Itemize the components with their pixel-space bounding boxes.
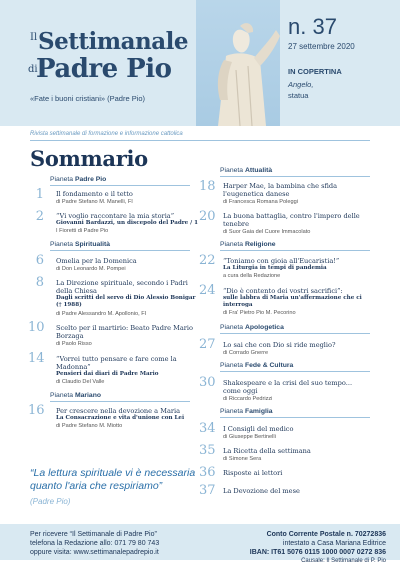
article-title[interactable]: “Dio è contento dei vostri sacrifici”: xyxy=(223,287,343,295)
page-number: 20 xyxy=(199,209,216,224)
article-author: di Suor Gaia del Cuore Immacolato xyxy=(223,229,311,235)
article-author: di Padre Alessandro M. Apollonio, FI xyxy=(56,311,147,317)
page-number: 1 xyxy=(35,187,44,202)
article-author: di Padre Stefano M. Miotto xyxy=(56,423,123,429)
page-number: 10 xyxy=(28,320,45,335)
divider xyxy=(220,417,370,418)
article-author: di Paolo Risso xyxy=(56,341,92,347)
article-subtitle: Giovanni Bardazzi, un discepolo del Padre / 1 xyxy=(56,220,199,226)
page-number: 35 xyxy=(199,443,216,458)
logo-di: di xyxy=(28,64,38,75)
page-number: 16 xyxy=(28,403,45,418)
article-author: a cura della Redazione xyxy=(223,273,281,279)
cover-statue-image xyxy=(196,0,280,126)
logo-il: Il xyxy=(30,32,38,43)
article-title[interactable]: “Vorrei tutto pensare e fare come la Madonna” xyxy=(56,355,177,371)
article-title[interactable]: Per crescere nella devozione a Maria xyxy=(56,407,181,415)
page-number: 18 xyxy=(199,179,216,194)
subscription-info: Per ricevere “Il Settimanale di Padre Pio” telefona la Redazione allo: 071 79 80 743 oppure visita: www.settimanalepadrepio.it xyxy=(30,531,160,556)
article-title[interactable]: Risposte ai lettori xyxy=(223,469,283,477)
page-number: 27 xyxy=(199,337,216,352)
article-author: di Fra' Pietro Pio M. Pecorino xyxy=(223,310,296,316)
issue-date: 27 settembre 2020 xyxy=(288,42,355,51)
article-title[interactable]: “Toniamo con gioia all'Eucaristia!” xyxy=(223,257,340,265)
logo-settimanale: Settimanale xyxy=(38,28,188,55)
page-number: 6 xyxy=(35,253,44,268)
divider xyxy=(50,401,190,402)
section-heading: Pianeta Fede & Cultura xyxy=(220,362,294,369)
tagline: «Fate i buoni cristiani» (Padre Pio) xyxy=(30,94,146,103)
footer-bar xyxy=(0,524,400,564)
article-title[interactable]: Lo sai che con Dio si ride meglio? xyxy=(223,341,336,349)
padre-pio-quote: “La lettura spirituale vi è necessaria quanto l'aria che respiriamo” xyxy=(30,467,196,492)
issue-number: n. 37 xyxy=(288,14,337,39)
article-subtitle: Dagli scritti del servo di Dio Alessio Bonigar († 1988) xyxy=(56,295,196,308)
cover-label: IN COPERTINA xyxy=(288,67,342,76)
article-author: di Simone Sera xyxy=(223,456,262,462)
cover-subtitle: statua xyxy=(288,91,309,100)
article-author: di Corrado Gnerre xyxy=(223,350,269,356)
page-number: 14 xyxy=(28,351,45,366)
cover-title: Angelo, xyxy=(288,80,314,89)
article-author: I Fioretti di Padre Pio xyxy=(56,228,109,234)
section-heading: Pianeta Attualità xyxy=(220,167,273,174)
article-title[interactable]: Il fondamento e il tetto xyxy=(56,190,133,198)
divider xyxy=(30,140,370,141)
divider xyxy=(220,250,370,251)
section-heading: Pianeta Padre Pio xyxy=(50,176,107,183)
page-number: 22 xyxy=(199,253,216,268)
article-author: di Giuseppe Bertinelli xyxy=(223,434,276,440)
divider xyxy=(220,333,370,334)
page-number: 36 xyxy=(199,465,216,480)
page-number: 2 xyxy=(35,209,44,224)
article-subtitle: sulle labbra di Maria un'affermazione che ci interroga xyxy=(223,295,362,308)
page-number: 24 xyxy=(199,283,216,298)
article-author: di Francesca Romana Poleggi xyxy=(223,199,298,205)
article-title[interactable]: La buona battaglia, contro l'impero delle tenebre xyxy=(223,212,360,228)
article-author: di Riccardo Pedrizzi xyxy=(223,396,273,402)
issue-info xyxy=(282,0,400,126)
page-number: 8 xyxy=(35,275,44,290)
page-number: 37 xyxy=(199,483,216,498)
page-title: Sommario xyxy=(30,146,148,171)
article-title[interactable]: Harper Mae, la bambina che sfida l'eugenetica danese xyxy=(223,182,337,198)
website-link[interactable]: oppure visita: www.settimanalepadrepio.it xyxy=(30,549,159,556)
section-heading: Pianeta Apologetica xyxy=(220,324,284,331)
article-title[interactable]: La Direzione spirituale, secondo i Padri della Chiesa xyxy=(56,279,188,295)
divider xyxy=(220,371,370,372)
page-number: 34 xyxy=(199,421,216,436)
article-title[interactable]: La Devozione del mese xyxy=(223,487,300,495)
quote-source: (Padre Pio) xyxy=(30,497,71,506)
section-heading: Pianeta Mariano xyxy=(50,392,102,399)
article-subtitle: La Liturgia in tempi di pandemia xyxy=(223,265,327,271)
article-author: di Claudio Del Valle xyxy=(56,379,105,385)
article-subtitle: La Consacrazione e vita d'unione con Lei xyxy=(56,415,185,421)
divider xyxy=(50,250,190,251)
divider xyxy=(50,185,190,186)
section-heading: Pianeta Famiglia xyxy=(220,408,273,415)
logo-padre-pio: Padre Pio xyxy=(36,54,172,84)
article-title[interactable]: Scelto per il martirio: Beato Padre Mario Borzaga xyxy=(56,324,194,340)
article-author: di Padre Stefano M. Manelli, FI xyxy=(56,199,133,205)
magazine-description: Rivista settimanale di formazione e informazione cattolica xyxy=(30,131,183,137)
section-heading: Pianeta Spiritualità xyxy=(50,241,111,248)
divider xyxy=(220,176,370,177)
article-title[interactable]: Shakespeare e la crisi del suo tempo... come oggi xyxy=(223,379,353,395)
page-number: 30 xyxy=(199,375,216,390)
article-title[interactable]: La Ricetta della settimana xyxy=(223,447,311,455)
article-title[interactable]: I Consigli del medico xyxy=(223,425,294,433)
article-subtitle: Pensieri dai diari di Padre Mario xyxy=(56,371,159,377)
article-author: di Don Leonardo M. Pompei xyxy=(56,266,126,272)
article-title[interactable]: “Vi voglio raccontare la mia storia” xyxy=(56,212,175,220)
article-title[interactable]: Omelia per la Domenica xyxy=(56,257,137,265)
payment-info: Conto Corrente Postale n. 70272836 intestato a Casa Mariana Editrice IBAN: IT61 5076 0115 1000 0007 0272 836 Causale: Il Settimanale di P. Pio xyxy=(249,531,386,564)
section-heading: Pianeta Religione xyxy=(220,241,276,248)
